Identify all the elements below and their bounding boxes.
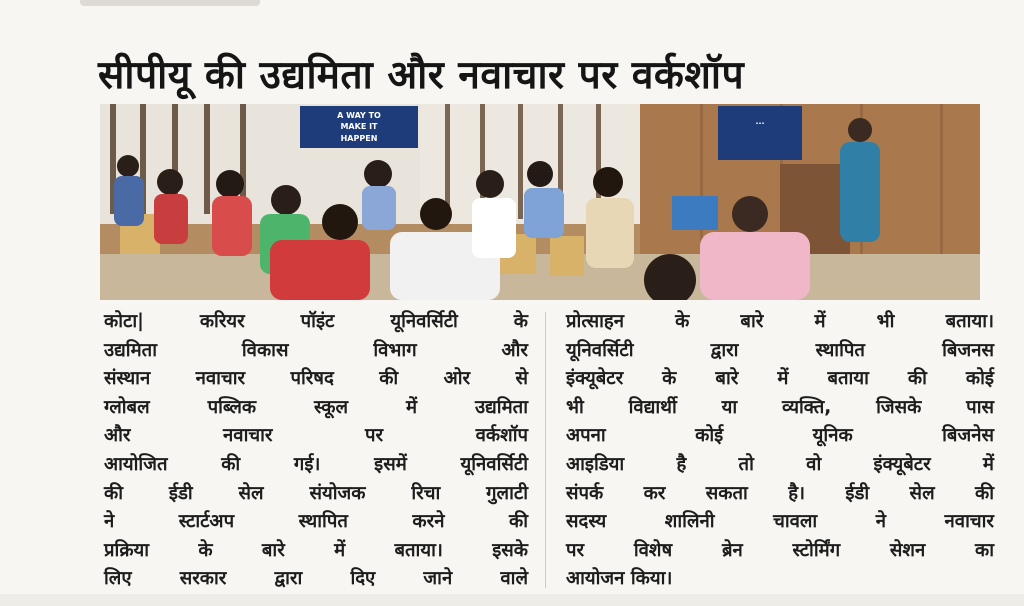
article-line: यूनिवर्सिटी द्वारा स्थापित बिजनस (566, 339, 994, 361)
article-line: आयोजित की गई। इसमें यूनिवर्सिटी (104, 453, 528, 475)
article-line: संस्थान नवाचार परिषद की ओर से (104, 368, 528, 390)
article-line: सदस्य शालिनी चावला ने नवाचार (566, 511, 994, 533)
paper-edge (80, 0, 260, 6)
article-line: आइडिया है तो वो इंक्यूबेटर में (566, 453, 994, 475)
article-column-left (104, 308, 528, 594)
article-line: संपर्क कर सकता है। ईडी सेल की (566, 482, 994, 504)
paper-edge-bottom (0, 594, 1024, 606)
article-line: पर विशेष ब्रेन स्टोर्मिंग सेशन का (566, 539, 994, 561)
banner-right-text: ... (755, 117, 765, 126)
banner-line-1: A WAY TO (337, 111, 381, 120)
banner-line-3: HAPPEN (340, 134, 378, 143)
article-line: इंक्यूबेटर के बारे में बताया की कोई (566, 368, 994, 390)
article-line: ग्लोबल पब्लिक स्कूल में उद्यमिता (104, 396, 528, 418)
column-divider (545, 312, 546, 588)
article-line: प्रोत्साहन के बारे में भी बताया। (566, 311, 994, 332)
article-line: उद्यमिता विकास विभाग और (104, 339, 528, 361)
banner-line-2: MAKE IT (340, 122, 378, 131)
article-line: आयोजन किया। (566, 568, 673, 590)
workshop-photo-illustration (100, 104, 980, 300)
headline: सीपीयू की उद्यमिता और नवाचार पर वर्कशॉप (98, 53, 745, 98)
article-line: भी विद्यार्थी या व्यक्ति, जिसके पास (566, 396, 994, 418)
article-column-right (566, 308, 994, 594)
article-line: कोटा| करियर पॉइंट यूनिवर्सिटी के (104, 311, 528, 332)
article-line: ने स्टार्टअप स्थापित करने की (104, 511, 528, 533)
article-line: की ईडी सेल संयोजक रिचा गुलाटी (104, 482, 528, 504)
article-line: अपना कोई यूनिक बिजनेस (566, 425, 994, 447)
news-photo (100, 104, 980, 300)
article-line: लिए सरकार द्वारा दिए जाने वाले (104, 568, 528, 590)
article-line: प्रक्रिया के बारे में बताया। इसके (104, 539, 528, 561)
article-line: और नवाचार पर वर्कशॉप (104, 425, 528, 447)
